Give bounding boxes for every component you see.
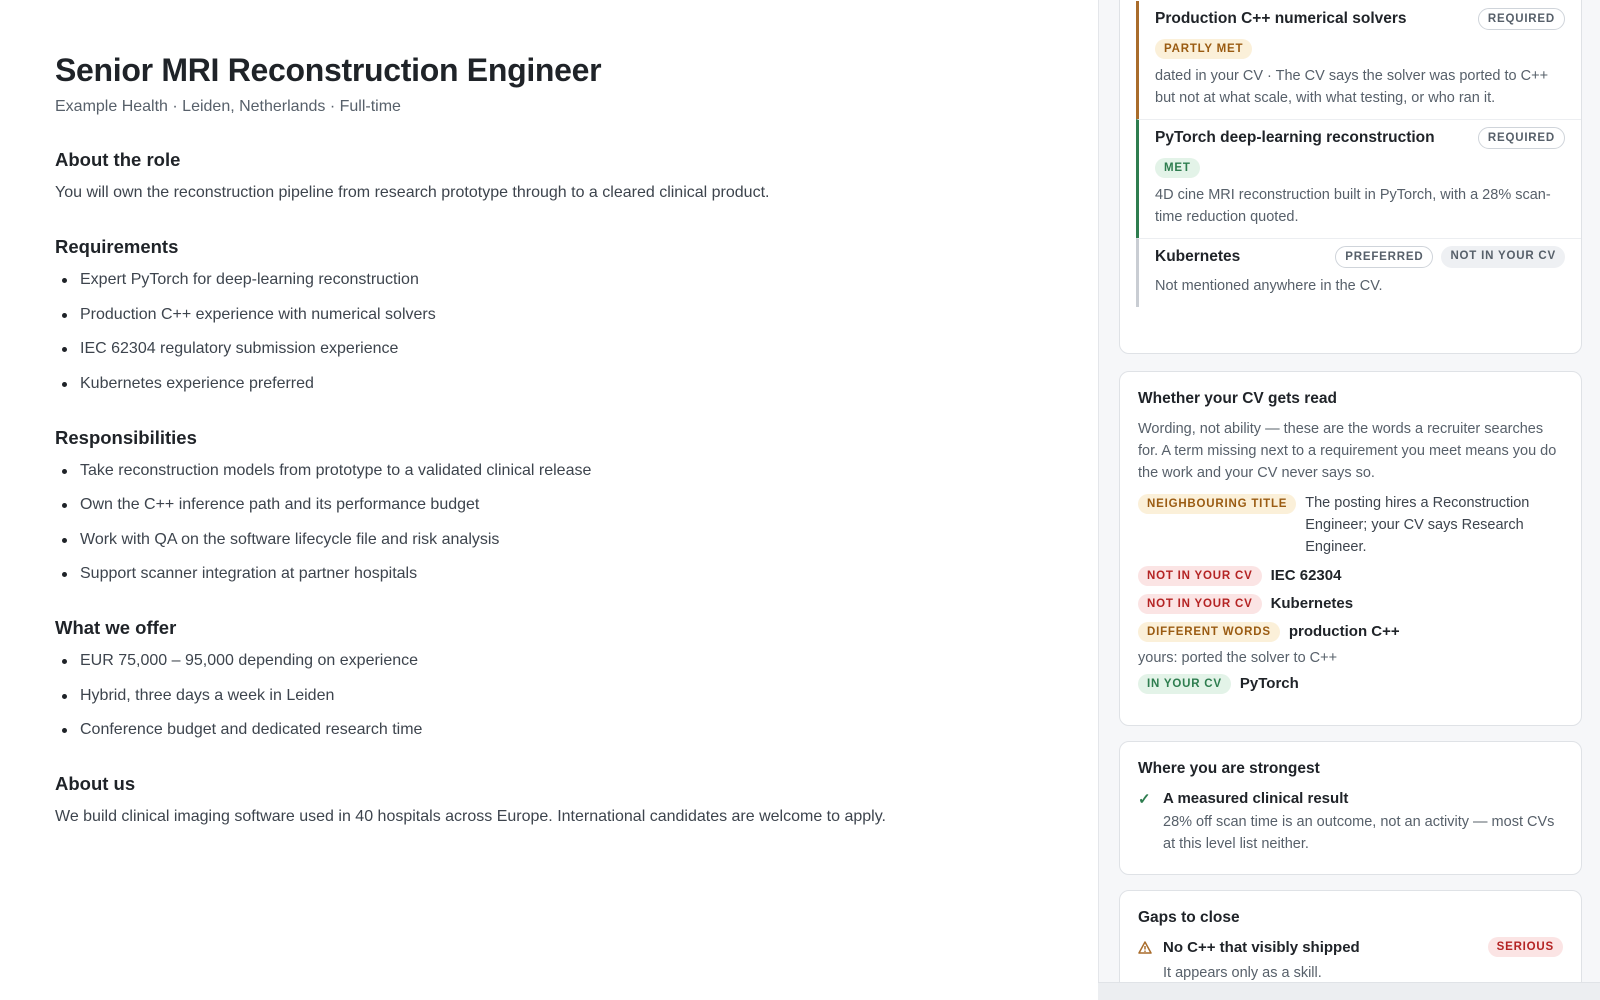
priority-badge: REQUIRED bbox=[1478, 127, 1565, 149]
about-us-heading: About us bbox=[55, 773, 136, 794]
keyword-row bbox=[1138, 566, 1563, 586]
offer-heading: What we offer bbox=[55, 617, 177, 638]
about-us-text: We build clinical imaging software used in 40 hospitals across Europe. International candidates are welcome to apply. bbox=[55, 808, 886, 825]
card-title: Gaps to close bbox=[1138, 909, 1240, 926]
status-badge: NOT IN YOUR CV bbox=[1441, 246, 1565, 268]
gap-item bbox=[1138, 937, 1563, 957]
about-role-text: You will own the reconstruction pipeline from research prototype through to a cleared clinical product. bbox=[55, 184, 770, 201]
job-title: Senior MRI Reconstruction Engineer bbox=[55, 52, 602, 88]
keyword-term: Kubernetes bbox=[1270, 595, 1354, 612]
sidebar-bottom-bar bbox=[1098, 982, 1600, 1000]
about-role-heading: About the role bbox=[55, 149, 181, 170]
offer-list bbox=[55, 651, 1043, 740]
strongest-card bbox=[1119, 741, 1582, 875]
check-icon: ✓ bbox=[1138, 791, 1151, 808]
requirement-detail: dated in your CV · The CV says the solver was ported to C++ but not at what scale, with what testing, or who ran it. bbox=[1155, 68, 1549, 106]
requirements-heading: Requirements bbox=[55, 236, 179, 257]
list-item: Hybrid, three days a week in Leiden bbox=[55, 686, 1043, 706]
requirements-list bbox=[55, 270, 1043, 394]
job-meta: Example Health · Leiden, Netherlands · Full-time bbox=[55, 98, 401, 115]
keyword-term: IEC 62304 bbox=[1270, 567, 1342, 584]
requirement-name: Production C++ numerical solvers bbox=[1155, 10, 1407, 27]
requirement-detail: 4D cine MRI reconstruction built in PyTorch, with a 28% scan-time reduction quoted. bbox=[1155, 187, 1551, 225]
keyword-tag: IN YOUR CV bbox=[1138, 674, 1231, 694]
list-item: EUR 75,000 – 95,000 depending on experience bbox=[55, 651, 1043, 671]
keyword-term: PyTorch bbox=[1239, 675, 1299, 692]
list-item: Conference budget and dedicated research time bbox=[55, 720, 1043, 740]
keyword-row bbox=[1138, 674, 1563, 694]
card-title: Where you are strongest bbox=[1138, 760, 1320, 777]
status-badge: PARTLY MET bbox=[1155, 39, 1252, 59]
card-title: Whether your CV gets read bbox=[1138, 390, 1337, 407]
requirement-item bbox=[1136, 238, 1581, 307]
strength-item bbox=[1138, 790, 1563, 855]
list-item: Production C++ experience with numerical solvers bbox=[55, 305, 1043, 325]
cv-read-card bbox=[1119, 371, 1582, 726]
gap-title: No C++ that visibly shipped bbox=[1163, 938, 1360, 956]
analysis-sidebar[interactable] bbox=[1098, 0, 1600, 1000]
status-badge: MET bbox=[1155, 158, 1200, 178]
list-item: Take reconstruction models from prototype to a validated clinical release bbox=[55, 461, 1043, 481]
requirement-item bbox=[1136, 119, 1581, 238]
list-item: Work with QA on the software lifecycle file and risk analysis bbox=[55, 530, 1043, 550]
keyword-row bbox=[1138, 494, 1563, 558]
priority-badge: REQUIRED bbox=[1478, 8, 1565, 30]
keyword-yours-note: yours: ported the solver to C++ bbox=[1138, 650, 1338, 666]
severity-badge: SERIOUS bbox=[1488, 937, 1563, 957]
requirement-name: PyTorch deep-learning reconstruction bbox=[1155, 129, 1435, 146]
keyword-row bbox=[1138, 622, 1563, 642]
strength-title: A measured clinical result bbox=[1163, 790, 1349, 807]
requirement-name: Kubernetes bbox=[1155, 248, 1241, 265]
responsibilities-list bbox=[55, 461, 1043, 585]
gap-text: It appears only as a skill. bbox=[1163, 965, 1322, 981]
responsibilities-heading: Responsibilities bbox=[55, 426, 197, 448]
keyword-note: The posting hires a Reconstruction Engineer; your CV says Research Engineer. bbox=[1305, 495, 1530, 555]
list-item: Support scanner integration at partner hospitals bbox=[55, 564, 1043, 584]
keyword-tag: NEIGHBOURING TITLE bbox=[1138, 494, 1296, 514]
list-item: Own the C++ inference path and its performance budget bbox=[55, 495, 1043, 515]
priority-badge: PREFERRED bbox=[1335, 246, 1433, 268]
list-item: IEC 62304 regulatory submission experience bbox=[55, 339, 1043, 359]
warning-icon bbox=[1138, 941, 1163, 954]
keyword-tag: NOT IN YOUR CV bbox=[1138, 566, 1262, 586]
requirement-item bbox=[1136, 1, 1581, 119]
requirement-detail: Not mentioned anywhere in the CV. bbox=[1155, 278, 1383, 294]
keyword-term: production C++ bbox=[1288, 623, 1400, 640]
requirements-match-card bbox=[1119, 0, 1582, 354]
strength-text: 28% off scan time is an outcome, not an activity — most CVs at this level list neither. bbox=[1163, 814, 1555, 852]
keyword-tag: DIFFERENT WORDS bbox=[1138, 622, 1280, 642]
keyword-tag: NOT IN YOUR CV bbox=[1138, 594, 1262, 614]
list-item: Expert PyTorch for deep-learning reconstruction bbox=[55, 270, 1043, 290]
card-intro: Wording, not ability — these are the words a recruiter searches for. A term missing next to a requirement you meet means you do the work and your CV never says so. bbox=[1138, 421, 1557, 481]
list-item: Kubernetes experience preferred bbox=[55, 374, 1043, 394]
keyword-row bbox=[1138, 594, 1563, 614]
